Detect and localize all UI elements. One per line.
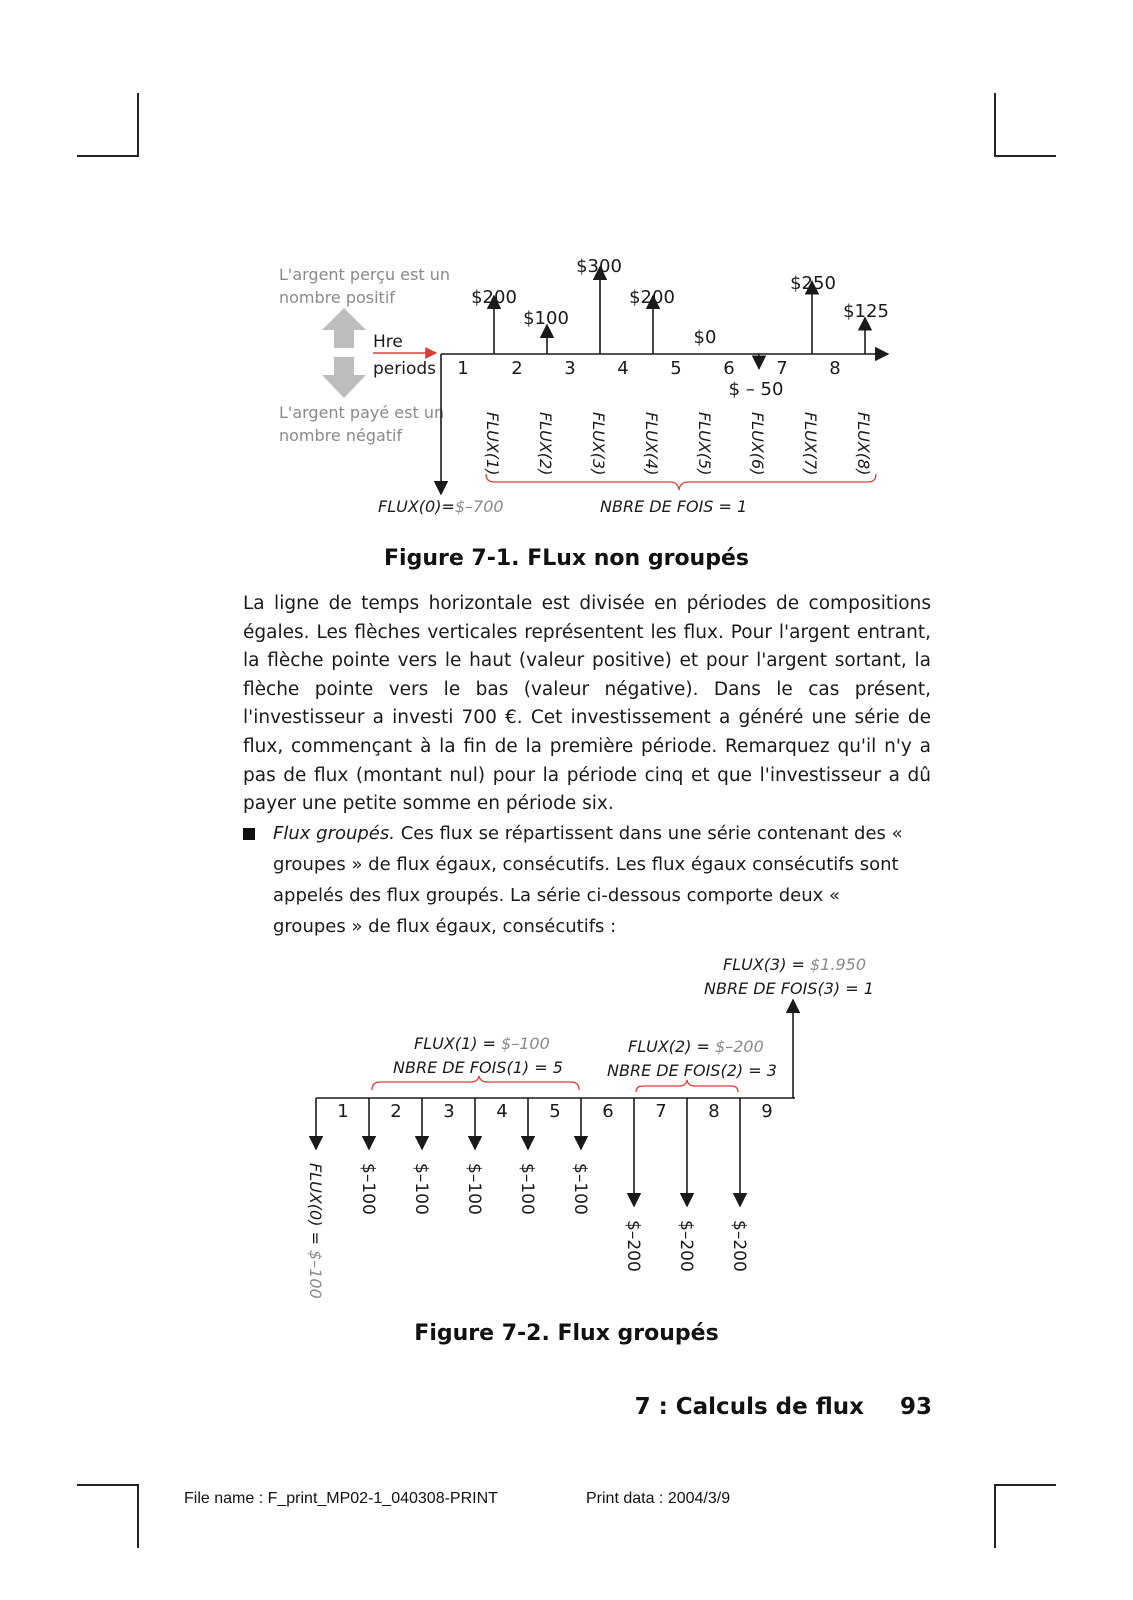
group1-flux-value: $–100 — [501, 1034, 550, 1053]
amount-label-6: $ – 50 — [728, 379, 784, 400]
chapter-title: 7 : Calculs de flux — [634, 1394, 864, 1420]
fig2-period-label-4: 4 — [496, 1101, 508, 1122]
bullet-square-icon — [243, 828, 255, 840]
period-label-1: 1 — [457, 358, 469, 379]
flux-label-1: FLUX(1) — [483, 412, 502, 476]
nbre-brace — [486, 474, 876, 490]
amount-label-8: $125 — [843, 301, 889, 322]
fig2-flow-label-2: $–100 — [411, 1163, 431, 1215]
footer-print-date: Print data : 2004/3/9 — [586, 1490, 731, 1507]
amount-label-7: $250 — [790, 273, 836, 294]
fig2-flux0-label — [306, 1163, 325, 1299]
group2-flux-prefix: FLUX(2) = — [628, 1037, 716, 1056]
bullet-lead: Flux groupés. — [273, 823, 395, 844]
flux-label-6: FLUX(6) — [748, 412, 767, 476]
fig2-flow-label-8: $–200 — [729, 1220, 749, 1272]
arrow-down-icon — [322, 357, 366, 398]
group3-flux-value: $1.950 — [810, 955, 867, 974]
fig2-period-label-7: 7 — [655, 1101, 667, 1122]
crop-mark-bottom-right-v — [994, 1484, 996, 1548]
footer-filename: File name : F_print_MP02-1_040308-PRINT — [184, 1490, 498, 1507]
crop-mark-bottom-right-h — [994, 1484, 1056, 1486]
period-label-7: 7 — [776, 358, 788, 379]
group1-nbre: NBRE DE FOIS(1) = 5 — [393, 1058, 563, 1077]
flux-label-2: FLUX(2) — [536, 412, 555, 476]
period-label-4: 4 — [617, 358, 629, 379]
fig2-period-label-1: 1 — [337, 1101, 349, 1122]
fig2-period-label-3: 3 — [443, 1101, 455, 1122]
flux0-value: $–700 — [454, 497, 504, 516]
fig2-period-label-9: 9 — [761, 1101, 773, 1122]
nbre-label: NBRE DE FOIS = 1 — [600, 497, 748, 516]
group1-brace — [372, 1076, 579, 1090]
fig2-period-label-6: 6 — [602, 1101, 614, 1122]
flux-label-4: FLUX(4) — [642, 412, 661, 476]
fig2-flow-label-6: $–200 — [623, 1220, 643, 1272]
group2-nbre: NBRE DE FOIS(2) = 3 — [607, 1061, 777, 1080]
amount-label-3: $300 — [576, 256, 622, 277]
flux-label-5: FLUX(5) — [695, 412, 714, 476]
fig2-period-label-5: 5 — [549, 1101, 561, 1122]
fig1-flows — [457, 256, 889, 475]
legend-negative-line2: nombre négatif — [279, 426, 403, 445]
figure-7-1 — [0, 0, 1133, 540]
page-number: 93 — [899, 1394, 932, 1420]
figure-7-2-caption: Figure 7-2. Flux groupés — [414, 1321, 719, 1346]
body-paragraph: La ligne de temps horizontale est divisée en périodes de compositions égales. Les flèches verticales représentent les flux. Pour l'argent entrant, la flèche pointe vers le haut (valeur positive) et pour l'argent sortant, la flèche pointe vers le bas (valeur négative). Dans le cas présent, l'investisseur a investi 700 €. Cet investissement a généré une série de flux, commençant à la fin de la première période. Remarquez qu'il n'y a pas de flux (montant nul) pour la période cinq et que l'investisseur a dû payer une petite somme en période six. — [243, 593, 931, 815]
crop-mark-bottom-left-h — [77, 1484, 139, 1486]
period-label-5: 5 — [670, 358, 682, 379]
group2-flux — [628, 1037, 764, 1056]
group2-brace — [636, 1080, 738, 1092]
fig2-flow-label-7: $–200 — [676, 1220, 696, 1272]
period-label-6: 6 — [723, 358, 735, 379]
fig2-flux0-prefix: FLUX(0) = — [306, 1163, 325, 1251]
fig2-flow-label-3: $–100 — [464, 1163, 484, 1215]
flux-label-8: FLUX(8) — [854, 412, 873, 476]
legend-positive-line1: L'argent perçu est un — [279, 265, 450, 284]
flux-label-3: FLUX(3) — [589, 412, 608, 476]
group3-flux — [723, 955, 866, 974]
period-label-8: 8 — [829, 358, 841, 379]
fig2-period-label-2: 2 — [390, 1101, 402, 1122]
period-label-3: 3 — [564, 358, 576, 379]
amount-label-5: $0 — [693, 327, 717, 348]
group1-flux — [414, 1034, 550, 1053]
legend-positive-line2: nombre positif — [279, 288, 395, 307]
fig2-period-label-8: 8 — [708, 1101, 720, 1122]
fig2-flux0-value: $–100 — [306, 1250, 325, 1299]
fig2-flow-label-5: $–100 — [570, 1163, 590, 1215]
figure-7-1-caption: Figure 7-1. FLux non groupés — [384, 546, 749, 571]
flux0-prefix: FLUX(0)= — [378, 497, 455, 516]
label-hre: Hre — [373, 332, 403, 352]
label-periods: periods — [373, 359, 437, 379]
bullet-body: Ces flux se répartissent dans une série contenant des « groupes » de flux égaux, consécutifs. Les flux égaux consécutifs sont appelés des flux groupés. La série ci-dessous comporte deux « groupes » de flux égaux, consécutifs : — [273, 823, 903, 937]
amount-label-4: $200 — [629, 287, 675, 308]
fig2-flow-label-4: $–100 — [517, 1163, 537, 1215]
flux-label-7: FLUX(7) — [801, 412, 820, 476]
amount-label-1: $200 — [471, 287, 517, 308]
bullet-text — [273, 818, 913, 942]
group3-flux-prefix: FLUX(3) = — [723, 955, 811, 974]
crop-mark-bottom-left-v — [137, 1484, 139, 1548]
fig2-flows — [316, 1000, 795, 1272]
running-head — [635, 1394, 932, 1420]
flux0-label — [378, 497, 504, 516]
group2-flux-value: $–200 — [715, 1037, 764, 1056]
period-label-2: 2 — [511, 358, 523, 379]
amount-label-2: $100 — [523, 308, 569, 329]
legend-negative-line1: L'argent payé est un — [279, 403, 445, 422]
fig2-flow-label-1: $–100 — [358, 1163, 378, 1215]
group3-nbre: NBRE DE FOIS(3) = 1 — [704, 979, 874, 998]
group1-flux-prefix: FLUX(1) = — [414, 1034, 502, 1053]
arrow-up-icon — [322, 308, 366, 348]
